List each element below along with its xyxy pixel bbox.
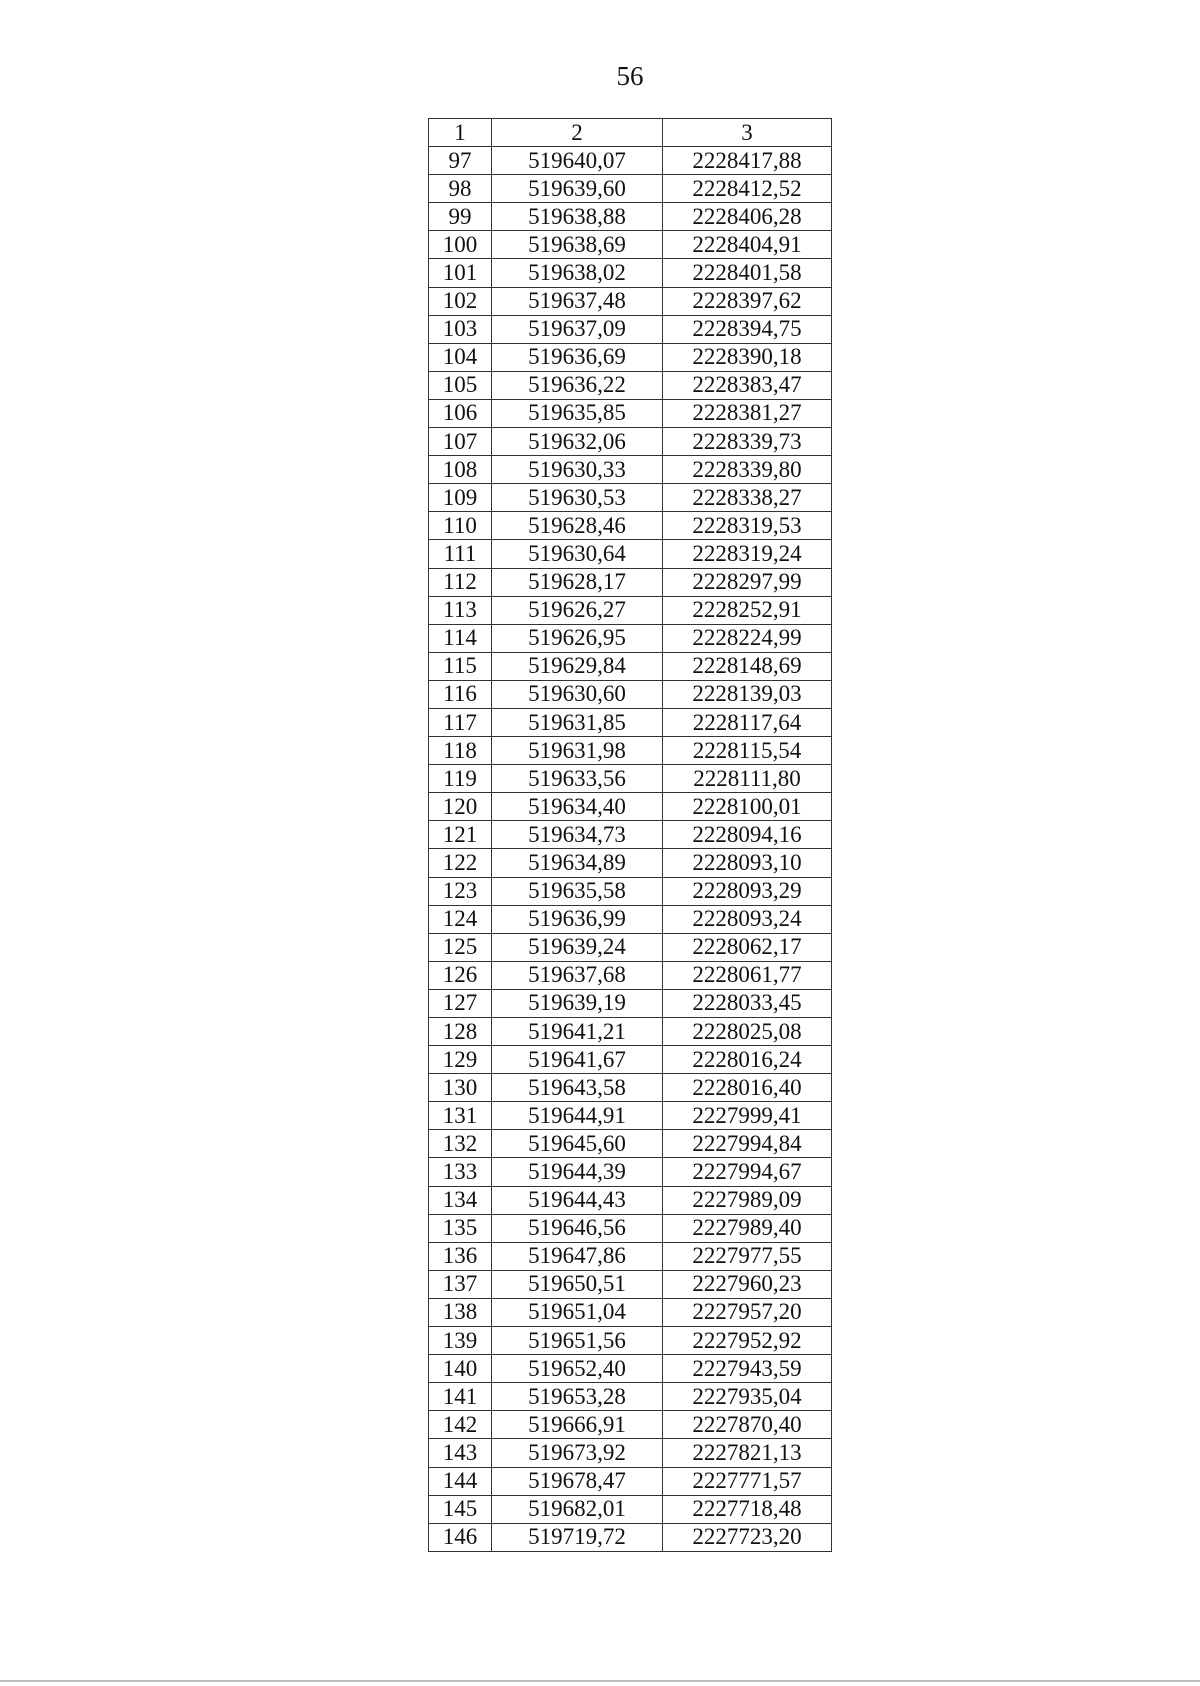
coordinates-table (428, 118, 832, 1552)
x-coordinate-cell: 519640,07 (492, 147, 663, 175)
y-coordinate-cell: 2228115,54 (663, 737, 832, 765)
y-coordinate-cell: 2228093,10 (663, 849, 832, 877)
table-row (429, 1355, 832, 1383)
x-coordinate-cell: 519637,09 (492, 315, 663, 343)
x-coordinate-cell: 519647,86 (492, 1242, 663, 1270)
table-row (429, 1186, 832, 1214)
table-row (429, 203, 832, 231)
x-coordinate-cell: 519666,91 (492, 1411, 663, 1439)
y-coordinate-cell: 2228061,77 (663, 961, 832, 989)
y-coordinate-cell: 2228016,40 (663, 1074, 832, 1102)
y-coordinate-cell: 2228111,80 (663, 765, 832, 793)
point-number-cell: 139 (429, 1327, 492, 1355)
point-number-cell: 114 (429, 624, 492, 652)
x-coordinate-cell: 519635,58 (492, 877, 663, 905)
point-number-cell: 120 (429, 793, 492, 821)
y-coordinate-cell: 2227935,04 (663, 1383, 832, 1411)
y-coordinate-cell: 2227723,20 (663, 1523, 832, 1551)
point-number-cell: 100 (429, 231, 492, 259)
x-coordinate-cell: 519639,60 (492, 175, 663, 203)
table-row (429, 624, 832, 652)
x-coordinate-cell: 519641,21 (492, 1018, 663, 1046)
table-row (429, 652, 832, 680)
table-row (429, 175, 832, 203)
table-row (429, 821, 832, 849)
point-number-cell: 130 (429, 1074, 492, 1102)
point-number-cell: 115 (429, 652, 492, 680)
point-number-cell: 97 (429, 147, 492, 175)
y-coordinate-cell: 2228390,18 (663, 343, 832, 371)
table-row (429, 512, 832, 540)
table-row (429, 1158, 832, 1186)
y-coordinate-cell: 2227994,67 (663, 1158, 832, 1186)
y-coordinate-cell: 2228404,91 (663, 231, 832, 259)
point-number-cell: 132 (429, 1130, 492, 1158)
table-row (429, 905, 832, 933)
point-number-cell: 140 (429, 1355, 492, 1383)
y-coordinate-cell: 2228252,91 (663, 596, 832, 624)
point-number-cell: 128 (429, 1018, 492, 1046)
table-row (429, 147, 832, 175)
y-coordinate-cell: 2228062,17 (663, 933, 832, 961)
y-coordinate-cell: 2228319,53 (663, 512, 832, 540)
table-row (429, 1495, 832, 1523)
x-coordinate-cell: 519636,22 (492, 371, 663, 399)
x-coordinate-cell: 519628,17 (492, 568, 663, 596)
table-row (429, 933, 832, 961)
point-number-cell: 118 (429, 737, 492, 765)
y-coordinate-cell: 2228319,24 (663, 540, 832, 568)
y-coordinate-cell: 2228397,62 (663, 287, 832, 315)
point-number-cell: 109 (429, 484, 492, 512)
y-coordinate-cell: 2228139,03 (663, 680, 832, 708)
x-coordinate-cell: 519643,58 (492, 1074, 663, 1102)
y-coordinate-cell: 2227771,57 (663, 1467, 832, 1495)
page-number: 56 (616, 61, 644, 91)
y-coordinate-cell: 2228338,27 (663, 484, 832, 512)
point-number-cell: 102 (429, 287, 492, 315)
x-coordinate-cell: 519626,27 (492, 596, 663, 624)
y-coordinate-cell: 2227960,23 (663, 1270, 832, 1298)
x-coordinate-cell: 519719,72 (492, 1523, 663, 1551)
table-row (429, 287, 832, 315)
x-coordinate-cell: 519644,39 (492, 1158, 663, 1186)
table-row (429, 849, 832, 877)
x-coordinate-cell: 519630,33 (492, 456, 663, 484)
y-coordinate-cell: 2227957,20 (663, 1298, 832, 1326)
point-number-cell: 135 (429, 1214, 492, 1242)
x-coordinate-cell: 519682,01 (492, 1495, 663, 1523)
x-coordinate-cell: 519630,60 (492, 680, 663, 708)
y-coordinate-cell: 2227989,09 (663, 1186, 832, 1214)
table-row (429, 568, 832, 596)
point-number-cell: 145 (429, 1495, 492, 1523)
y-coordinate-cell: 2228100,01 (663, 793, 832, 821)
table-row (429, 484, 832, 512)
x-coordinate-cell: 519646,56 (492, 1214, 663, 1242)
table-row (429, 1074, 832, 1102)
y-coordinate-cell: 2227821,13 (663, 1439, 832, 1467)
point-number-cell: 134 (429, 1186, 492, 1214)
table-row (429, 540, 832, 568)
y-coordinate-cell: 2228025,08 (663, 1018, 832, 1046)
table-row (429, 737, 832, 765)
point-number-cell: 144 (429, 1467, 492, 1495)
table-row (429, 765, 832, 793)
point-number-cell: 125 (429, 933, 492, 961)
y-coordinate-cell: 2228406,28 (663, 203, 832, 231)
point-number-cell: 122 (429, 849, 492, 877)
table-row (429, 371, 832, 399)
x-coordinate-cell: 519639,24 (492, 933, 663, 961)
x-coordinate-cell: 519631,85 (492, 708, 663, 736)
y-coordinate-cell: 2228417,88 (663, 147, 832, 175)
point-number-cell: 104 (429, 343, 492, 371)
point-number-cell: 133 (429, 1158, 492, 1186)
x-coordinate-cell: 519636,99 (492, 905, 663, 933)
y-coordinate-cell: 2228297,99 (663, 568, 832, 596)
point-number-cell: 131 (429, 1102, 492, 1130)
point-number-cell: 121 (429, 821, 492, 849)
x-coordinate-cell: 519631,98 (492, 737, 663, 765)
point-number-cell: 117 (429, 708, 492, 736)
x-coordinate-cell: 519644,91 (492, 1102, 663, 1130)
table-row (429, 1523, 832, 1551)
y-coordinate-cell: 2228033,45 (663, 989, 832, 1017)
y-coordinate-cell: 2228093,24 (663, 905, 832, 933)
table-row (429, 989, 832, 1017)
y-coordinate-cell: 2228016,24 (663, 1046, 832, 1074)
point-number-cell: 119 (429, 765, 492, 793)
x-coordinate-cell: 519638,02 (492, 259, 663, 287)
table-row (429, 428, 832, 456)
table-row (429, 1270, 832, 1298)
x-coordinate-cell: 519638,69 (492, 231, 663, 259)
y-coordinate-cell: 2228093,29 (663, 877, 832, 905)
table-body (429, 119, 832, 1552)
table-row (429, 1214, 832, 1242)
table-row (429, 231, 832, 259)
x-coordinate-cell: 519645,60 (492, 1130, 663, 1158)
table-row (429, 877, 832, 905)
x-coordinate-cell: 519651,04 (492, 1298, 663, 1326)
y-coordinate-cell: 2227870,40 (663, 1411, 832, 1439)
x-coordinate-cell: 519636,69 (492, 343, 663, 371)
x-coordinate-cell: 519633,56 (492, 765, 663, 793)
point-number-cell: 107 (429, 428, 492, 456)
table-row (429, 1411, 832, 1439)
point-number-cell: 116 (429, 680, 492, 708)
y-coordinate-cell: 2228394,75 (663, 315, 832, 343)
x-coordinate-cell: 519678,47 (492, 1467, 663, 1495)
table-row (429, 596, 832, 624)
table-row (429, 456, 832, 484)
y-coordinate-cell: 2227994,84 (663, 1130, 832, 1158)
table-row (429, 1467, 832, 1495)
table-row (429, 1383, 832, 1411)
table-row (429, 1130, 832, 1158)
x-coordinate-cell: 519630,64 (492, 540, 663, 568)
table-row (429, 259, 832, 287)
y-coordinate-cell: 2227718,48 (663, 1495, 832, 1523)
column-header-1: 1 (429, 119, 492, 147)
point-number-cell: 129 (429, 1046, 492, 1074)
table-row (429, 343, 832, 371)
table-row (429, 1046, 832, 1074)
x-coordinate-cell: 519644,43 (492, 1186, 663, 1214)
y-coordinate-cell: 2227999,41 (663, 1102, 832, 1130)
table-row (429, 961, 832, 989)
point-number-cell: 126 (429, 961, 492, 989)
x-coordinate-cell: 519630,53 (492, 484, 663, 512)
x-coordinate-cell: 519632,06 (492, 428, 663, 456)
x-coordinate-cell: 519628,46 (492, 512, 663, 540)
point-number-cell: 138 (429, 1298, 492, 1326)
y-coordinate-cell: 2228094,16 (663, 821, 832, 849)
y-coordinate-cell: 2228148,69 (663, 652, 832, 680)
x-coordinate-cell: 519634,73 (492, 821, 663, 849)
table-row (429, 680, 832, 708)
point-number-cell: 136 (429, 1242, 492, 1270)
y-coordinate-cell: 2227989,40 (663, 1214, 832, 1242)
point-number-cell: 124 (429, 905, 492, 933)
point-number-cell: 123 (429, 877, 492, 905)
x-coordinate-cell: 519634,89 (492, 849, 663, 877)
table-header-row (429, 119, 832, 147)
x-coordinate-cell: 519673,92 (492, 1439, 663, 1467)
x-coordinate-cell: 519634,40 (492, 793, 663, 821)
x-coordinate-cell: 519641,67 (492, 1046, 663, 1074)
y-coordinate-cell: 2228401,58 (663, 259, 832, 287)
point-number-cell: 103 (429, 315, 492, 343)
y-coordinate-cell: 2227952,92 (663, 1327, 832, 1355)
table-row (429, 1018, 832, 1046)
point-number-cell: 111 (429, 540, 492, 568)
x-coordinate-cell: 519637,68 (492, 961, 663, 989)
x-coordinate-cell: 519639,19 (492, 989, 663, 1017)
point-number-cell: 112 (429, 568, 492, 596)
x-coordinate-cell: 519651,56 (492, 1327, 663, 1355)
table-row (429, 315, 832, 343)
point-number-cell: 113 (429, 596, 492, 624)
y-coordinate-cell: 2228381,27 (663, 399, 832, 427)
point-number-cell: 105 (429, 371, 492, 399)
table-row (429, 793, 832, 821)
x-coordinate-cell: 519637,48 (492, 287, 663, 315)
x-coordinate-cell: 519652,40 (492, 1355, 663, 1383)
x-coordinate-cell: 519629,84 (492, 652, 663, 680)
x-coordinate-cell: 519653,28 (492, 1383, 663, 1411)
point-number-cell: 141 (429, 1383, 492, 1411)
scan-edge-line (0, 1680, 1200, 1682)
table-row (429, 708, 832, 736)
table-row (429, 1327, 832, 1355)
y-coordinate-cell: 2227977,55 (663, 1242, 832, 1270)
x-coordinate-cell: 519626,95 (492, 624, 663, 652)
y-coordinate-cell: 2228339,80 (663, 456, 832, 484)
y-coordinate-cell: 2228412,52 (663, 175, 832, 203)
column-header-2: 2 (492, 119, 663, 147)
column-header-3: 3 (663, 119, 832, 147)
point-number-cell: 108 (429, 456, 492, 484)
y-coordinate-cell: 2228117,64 (663, 708, 832, 736)
y-coordinate-cell: 2228339,73 (663, 428, 832, 456)
table-row (429, 399, 832, 427)
point-number-cell: 143 (429, 1439, 492, 1467)
x-coordinate-cell: 519638,88 (492, 203, 663, 231)
x-coordinate-cell: 519635,85 (492, 399, 663, 427)
table-row (429, 1298, 832, 1326)
y-coordinate-cell: 2228224,99 (663, 624, 832, 652)
point-number-cell: 146 (429, 1523, 492, 1551)
x-coordinate-cell: 519650,51 (492, 1270, 663, 1298)
y-coordinate-cell: 2228383,47 (663, 371, 832, 399)
point-number-cell: 110 (429, 512, 492, 540)
y-coordinate-cell: 2227943,59 (663, 1355, 832, 1383)
table-row (429, 1102, 832, 1130)
point-number-cell: 137 (429, 1270, 492, 1298)
table-row (429, 1439, 832, 1467)
table-row (429, 1242, 832, 1270)
point-number-cell: 98 (429, 175, 492, 203)
point-number-cell: 127 (429, 989, 492, 1017)
point-number-cell: 101 (429, 259, 492, 287)
point-number-cell: 106 (429, 399, 492, 427)
point-number-cell: 99 (429, 203, 492, 231)
point-number-cell: 142 (429, 1411, 492, 1439)
